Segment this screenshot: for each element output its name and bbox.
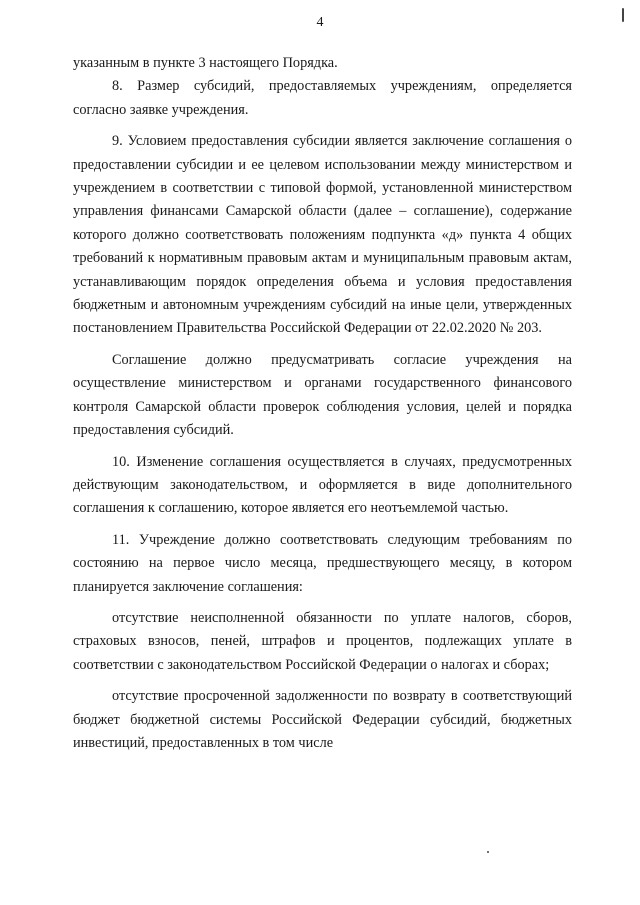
paragraph-continuation: указанным в пункте 3 настоящего Порядка. <box>73 55 338 71</box>
paragraph-agreement-consent: Соглашение должно предусматривать согласие учреждения на осуществление министерством и органами государственного финансового контроля Самарской области проверок соблюдения условия, целей и порядка предоставления субсидий. <box>73 351 572 439</box>
page-number: 4 <box>316 15 324 30</box>
paragraph-requirement-taxes: отсутствие неисполненной обязанности по уплате налогов, сборов, страховых взносов, пеней, штрафов и процентов, подлежащих уплате в соответствии с законодательством Российской Федерации о налогах и сборах; <box>73 609 572 673</box>
page-body <box>73 52 572 755</box>
paragraph-item-8: 8. Размер субсидий, предоставляемых учреждениям, определяется согласно заявке учреждения. <box>73 78 572 118</box>
scan-mark <box>622 8 624 22</box>
scan-dot <box>487 851 489 853</box>
paragraph-item-9: 9. Условием предоставления субсидии является заключение соглашения о предоставлении субсидии и ее целевом использовании между министерством и учреждением в соответствии с типовой формой, установленной министерством управления финансами Самарской области (далее – соглашение), содержание которого должно соответствовать положениям подпункта «д» пункта 4 общих требований к нормативным правовым актам и муниципальным правовым актам, устанавливающим порядок определения объема и условия предоставления бюджетным и автономным учреждениям субсидий на иные цели, утвержденных постановлением Правительства Российской Федерации от 22.02.2020 № 203. <box>73 133 572 337</box>
paragraph-item-11: 11. Учреждение должно соответствовать следующим требованиям по состоянию на первое число месяца, предшествующего месяцу, в котором планируется заключение соглашения: <box>73 531 572 595</box>
paragraph-item-10: 10. Изменение соглашения осуществляется в случаях, предусмотренных действующим законодательством, и оформляется в виде дополнительного соглашения к соглашению, которое является его неотъемлемой частью. <box>73 453 572 517</box>
paragraph-requirement-debt: отсутствие просроченной задолженности по возврату в соответствующий бюджет бюджетной системы Российской Федерации субсидий, бюджетных инвестиций, предоставленных в том числе <box>73 688 572 751</box>
